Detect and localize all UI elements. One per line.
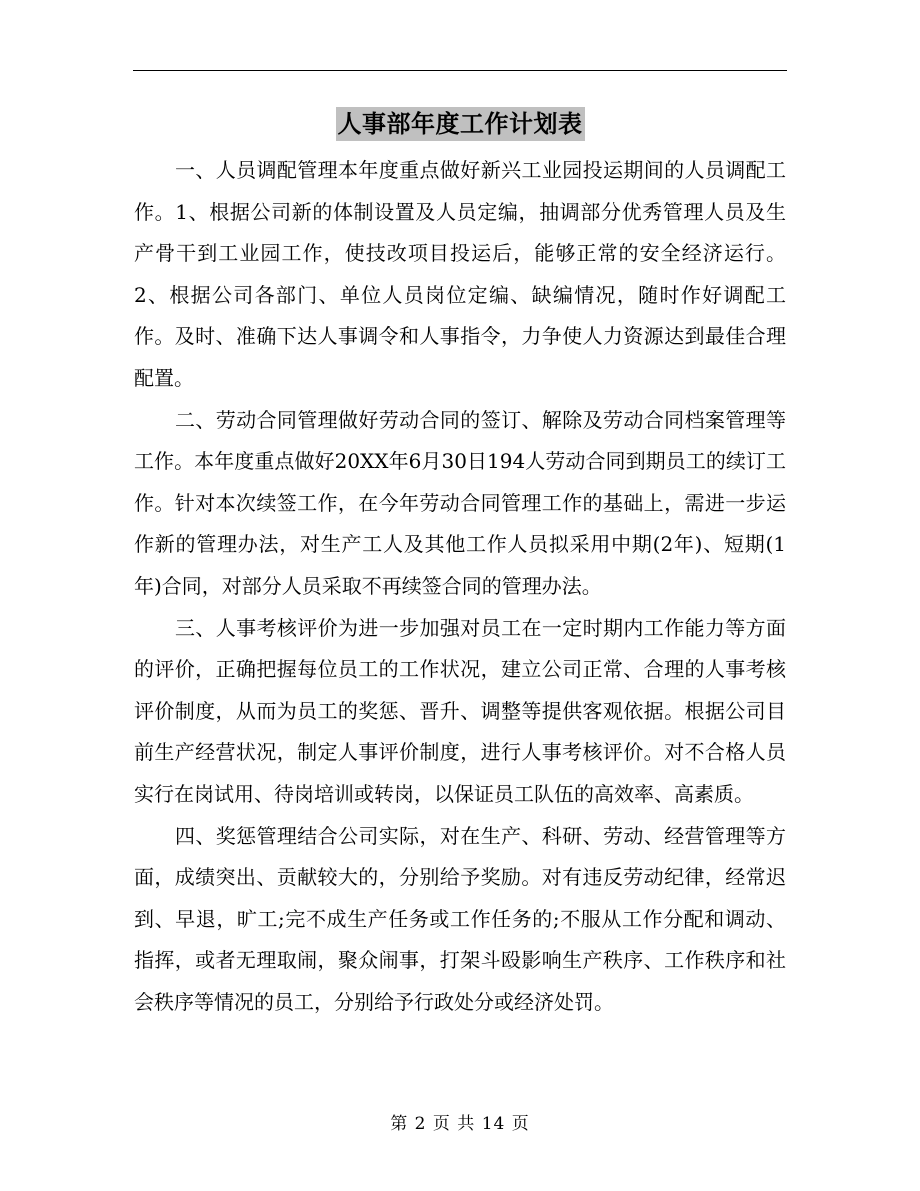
- title-container: [0, 107, 920, 141]
- document-title: 人事部年度工作计划表: [336, 107, 585, 141]
- header-rule: [133, 70, 787, 71]
- page-number-footer: 第 2 页 共 14 页: [390, 1114, 530, 1134]
- paragraph-labor-contract: 二、劳动合同管理做好劳动合同的签订、解除及劳动合同档案管理等工作。本年度重点做好20XX年6月30日194人劳动合同到期员工的续订工作。针对本次续签工作，在今年劳动合同管理工作的基础上，需进一步运作新的管理办法，对生产工人及其他工作人员拟采用中期(2年)、短期(1年)合同，对部分人员采取不再续签合同的管理办法。: [134, 407, 786, 598]
- paragraph-performance-evaluation: 三、人事考核评价为进一步加强对员工在一定时期内工作能力等方面的评价，正确把握每位员工的工作状况，建立公司正常、合理的人事考核评价制度，从而为员工的奖惩、晋升、调整等提供客观依据。根据公司目前生产经营状况，制定人事评价制度，进行人事考核评价。对不合格人员实行在岗试用、待岗培训或转岗，以保证员工队伍的高效率、高素质。: [134, 615, 786, 806]
- paragraph-rewards-penalties: 四、奖惩管理结合公司实际，对在生产、科研、劳动、经营管理等方面，成绩突出、贡献较大的，分别给予奖励。对有违反劳动纪律，经常迟到、早退，旷工;完不成生产任务或工作任务的;不服从工作分配和调动、指挥，或者无理取闹，聚众闹事，打架斗殴影响生产秩序、工作秩序和社会秩序等情况的员工，分别给予行政处分或经济处罚。: [134, 823, 786, 1014]
- paragraph-personnel-allocation: 一、人员调配管理本年度重点做好新兴工业园投运期间的人员调配工作。1、根据公司新的体制设置及人员定编，抽调部分优秀管理人员及生产骨干到工业园工作，使技改项目投运后，能够正常的安全经济运行。2、根据公司各部门、单位人员岗位定编、缺编情况，随时作好调配工作。及时、准确下达人事调令和人事指令，力争使人力资源达到最佳合理配置。: [134, 158, 786, 390]
- document-body: [134, 150, 786, 1023]
